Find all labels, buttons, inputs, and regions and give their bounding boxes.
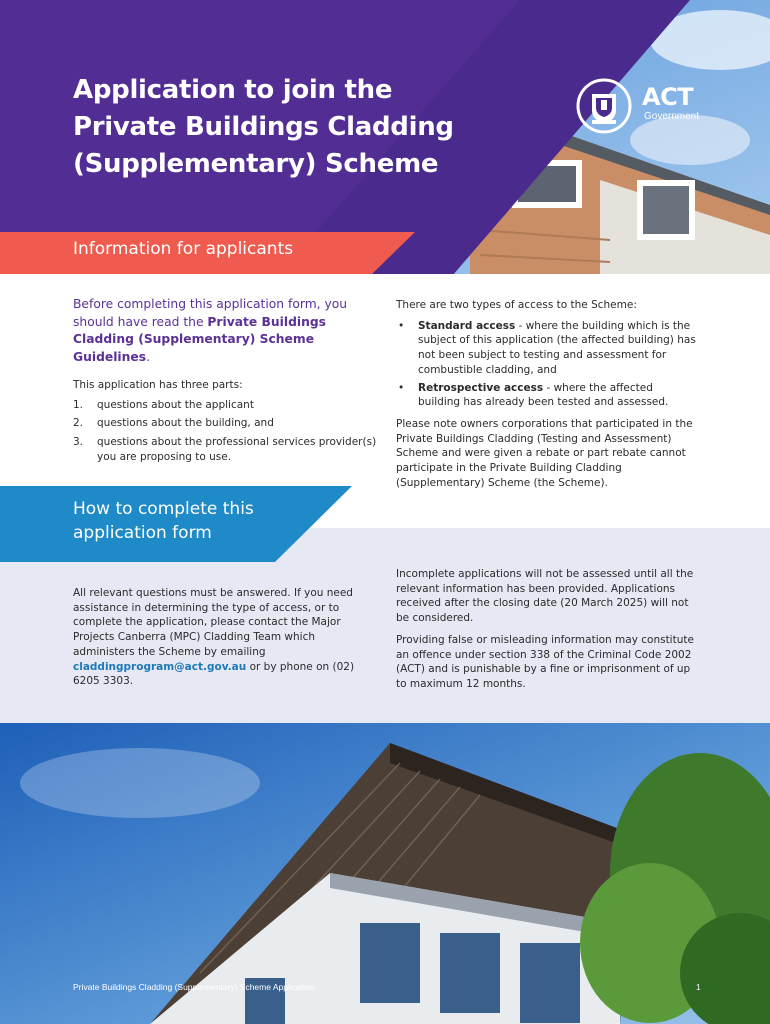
contact-text-pre: All relevant questions must be answered. If you need assistance in determining the type of access, or to complete the application, please contact the Major Projects Canberra (MPC) Cladding Team which administers the Scheme by emailing bbox=[73, 587, 353, 658]
email-link[interactable]: claddingprogram@act.gov.au bbox=[73, 660, 247, 673]
intro-lead-post: . bbox=[146, 349, 150, 364]
list-text: questions about the applicant bbox=[97, 398, 254, 411]
access-list bbox=[396, 319, 698, 410]
footer-document-title: Private Buildings Cladding (Supplementary) Scheme Application bbox=[73, 982, 315, 992]
logo-government-text: Government bbox=[644, 111, 700, 122]
access-desc: - where the affected building has already been tested and assessed. bbox=[418, 381, 669, 409]
contact-paragraph bbox=[73, 586, 363, 689]
title-line-2: Private Buildings Cladding bbox=[73, 112, 454, 142]
howto-right-column bbox=[396, 567, 696, 692]
access-intro: There are two types of access to the Scheme: bbox=[396, 299, 637, 311]
page-title bbox=[73, 72, 513, 183]
access-term: Standard access bbox=[418, 319, 516, 332]
intro-right-column bbox=[396, 298, 698, 490]
bottom-building-photo bbox=[0, 723, 770, 1024]
act-government-logo bbox=[574, 78, 704, 134]
list-item bbox=[73, 416, 378, 431]
intro-lead-pre: Before completing this application form, you should have read the bbox=[73, 297, 348, 329]
building-photo-graphic bbox=[0, 723, 770, 1024]
false-information-warning: Providing false or misleading information may constitute an offence under section 338 of the Criminal Code 2002 (ACT) and is punishable by a fine or imprisonment of up to maximum 12 months. bbox=[396, 633, 694, 690]
contact-text-post: or by phone on (02) 6205 3303. bbox=[73, 660, 355, 688]
parts-list bbox=[73, 398, 378, 465]
list-item bbox=[73, 398, 378, 413]
bullet-icon: • bbox=[398, 319, 405, 332]
guidelines-reference: Private Buildings Cladding (Supplementary) Scheme Guidelines bbox=[73, 314, 326, 364]
list-number: 1. bbox=[73, 398, 84, 411]
info-banner-heading: Information for applicants bbox=[73, 239, 294, 259]
list-number: 2. bbox=[73, 417, 84, 430]
list-text: questions about the building, and bbox=[97, 417, 274, 430]
eligibility-note: Please note owners corporations that participated in the Private Buildings Cladding (Testing and Assessment) Scheme and were given a rebate or part rebate cannot participate in the Private Building Cladding (Supplementary) Scheme (the Scheme). bbox=[396, 417, 693, 489]
access-desc: - where the building which is the subject of this application (the affected building) has not been subject to testing and assessment for combustible cladding, and bbox=[418, 319, 696, 376]
intro-left-column bbox=[73, 296, 378, 469]
howto-heading-line-2: application form bbox=[73, 523, 212, 543]
list-text: questions about the professional services provider(s) you are proposing to use. bbox=[97, 436, 377, 463]
page-number: 1 bbox=[696, 982, 701, 992]
howto-left-column bbox=[73, 586, 363, 689]
list-item bbox=[73, 435, 378, 464]
howto-heading-line-1: How to complete this bbox=[73, 499, 254, 519]
howto-banner-heading bbox=[73, 497, 373, 545]
bullet-icon: • bbox=[398, 381, 405, 394]
coat-of-arms-icon bbox=[574, 78, 634, 134]
title-line-1: Application to join the bbox=[73, 75, 393, 105]
list-item bbox=[396, 319, 698, 378]
incomplete-applications-text: Incomplete applications will not be assessed until all the relevant information has been provided. Applications received after the closing date (20 March 2025) will not be considered. bbox=[396, 568, 694, 625]
list-number: 3. bbox=[73, 436, 84, 449]
intro-lead bbox=[73, 296, 378, 366]
list-item bbox=[396, 381, 698, 410]
title-line-3: (Supplementary) Scheme bbox=[73, 149, 439, 179]
access-term: Retrospective access bbox=[418, 381, 544, 394]
logo-act-text: ACT bbox=[642, 83, 694, 111]
parts-intro: This application has three parts: bbox=[73, 379, 243, 391]
